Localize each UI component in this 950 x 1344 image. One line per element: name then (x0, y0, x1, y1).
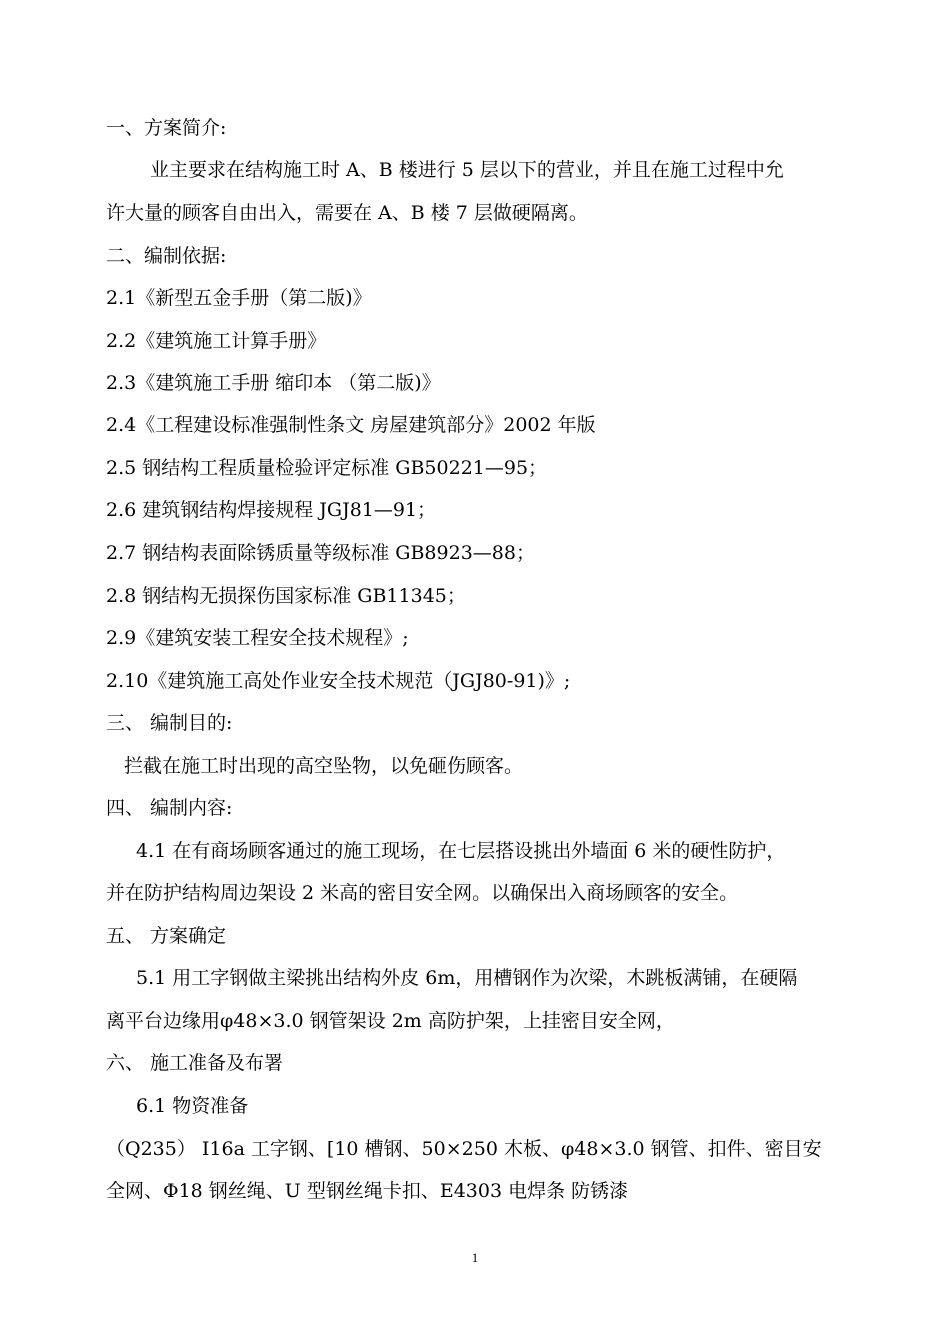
paragraph-line: 许大量的顾客自由出入，需要在 A、B 楼 7 层做硬隔离。 (106, 202, 588, 224)
reference-item: 2.6 建筑钢结构焊接规程 JGJ81—91； (106, 499, 437, 521)
paragraph-line: 4.1 在有商场顾客通过的施工现场，在七层搭设挑出外墙面 6 米的硬性防护， (136, 840, 786, 862)
page-number: 1 (471, 1250, 479, 1265)
paragraph-line: 全网、Φ18 钢丝绳、U 型钢丝绳卡扣、E4303 电焊条 防锈漆 (106, 1180, 629, 1202)
paragraph-line: 拦截在施工时出现的高空坠物，以免砸伤顾客。 (124, 755, 524, 777)
reference-item: 2.8 钢结构无损探伤国家标准 GB11345； (106, 585, 466, 607)
section-heading-1: 一、方案简介: (106, 117, 227, 139)
reference-item: 2.10《建筑施工高处作业安全技术规范（JGJ80-91)》; (106, 670, 571, 692)
reference-item: 2.5 钢结构工程质量检验评定标准 GB50221—95； (106, 457, 548, 479)
reference-item: 2.3《建筑施工手册 缩印本 （第二版)》 (106, 372, 441, 394)
reference-item: 2.7 钢结构表面除锈质量等级标准 GB8923—88； (106, 542, 535, 564)
section-heading-6: 六、 施工准备及布署 (106, 1052, 284, 1074)
paragraph-line: （Q235） I16a 工字钢、[10 槽钢、50×250 木板、φ48×3.0 钢管、扣件、密目安 (106, 1138, 822, 1160)
section-heading-2: 二、编制依据: (106, 245, 227, 267)
subsection-heading: 6.1 物资准备 (136, 1095, 249, 1117)
reference-item: 2.4《工程建设标准强制性条文 房屋建筑部分》2002 年版 (106, 414, 596, 436)
paragraph-line: 5.1 用工字钢做主梁挑出结构外皮 6m，用槽钢作为次梁，木跳板满铺，在硬隔 (136, 967, 798, 989)
reference-item: 2.1《新型五金手册（第二版)》 (106, 287, 372, 309)
paragraph-line: 业主要求在结构施工时 A、B 楼进行 5 层以下的营业，并且在施工过程中允 (150, 159, 784, 181)
reference-item: 2.9《建筑安装工程安全技术规程》; (106, 627, 409, 649)
section-heading-4: 四、 编制内容: (106, 797, 233, 819)
section-heading-5: 五、 方案确定 (106, 925, 227, 947)
paragraph-line: 离平台边缘用φ48×3.0 钢管架设 2m 高防护架，上挂密目安全网， (106, 1010, 675, 1032)
paragraph-line: 并在防护结构周边架设 2 米高的密目安全网。以确保出入商场顾客的安全。 (106, 882, 739, 904)
reference-item: 2.2《建筑施工计算手册》 (106, 330, 327, 352)
section-heading-3: 三、 编制目的: (106, 712, 233, 734)
